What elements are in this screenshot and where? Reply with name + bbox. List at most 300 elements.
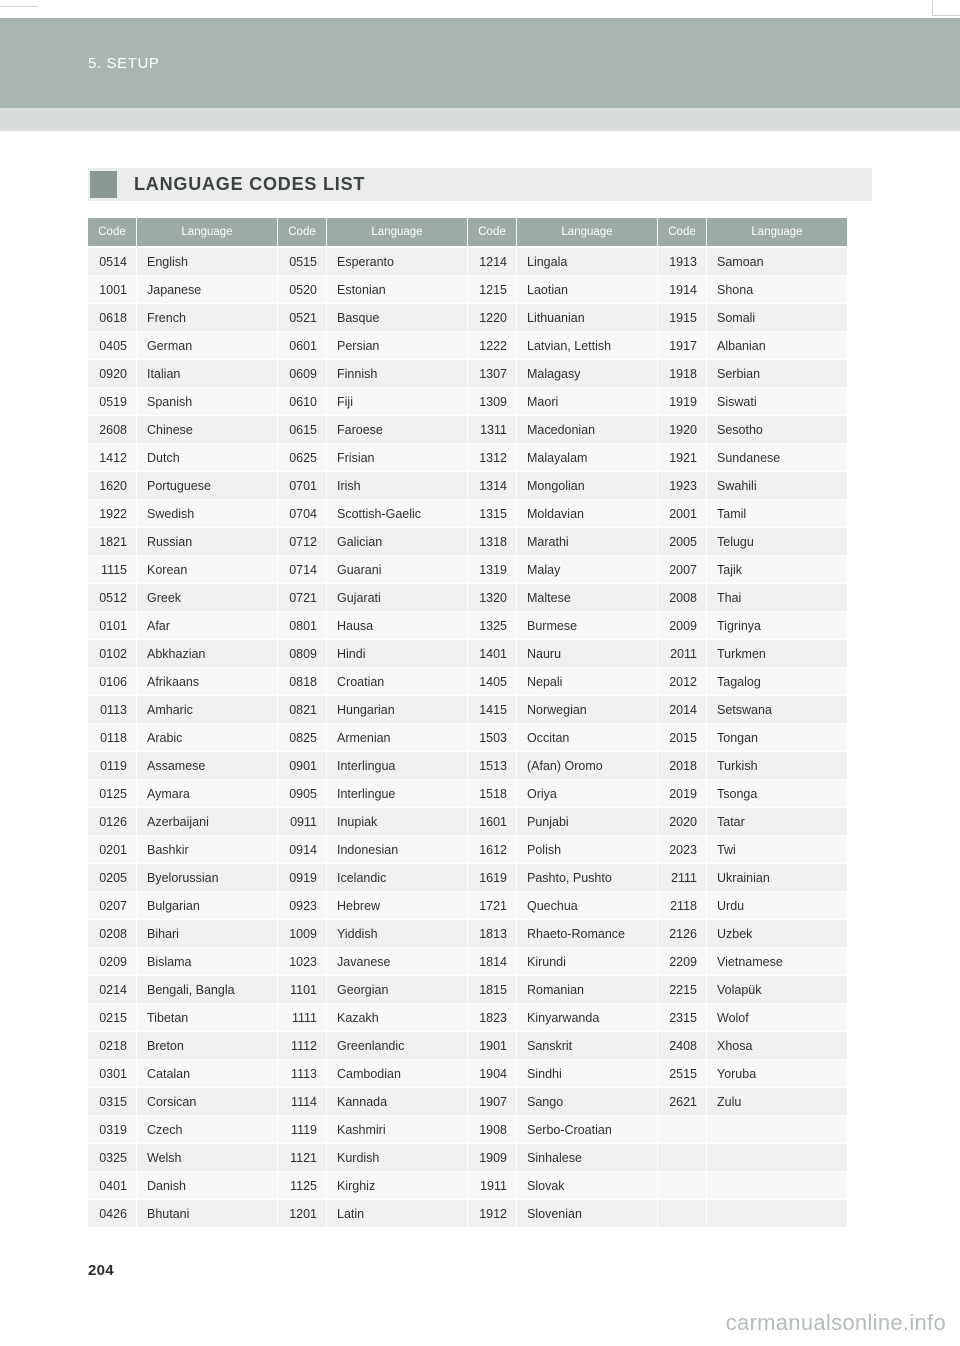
section-header: 5. SETUP (88, 55, 160, 72)
language-cell: Welsh (137, 1144, 278, 1172)
code-cell: 1325 (468, 612, 517, 640)
language-cell: Sango (517, 1088, 658, 1116)
code-cell (658, 1144, 707, 1172)
code-cell: 1920 (658, 416, 707, 444)
code-cell: 0214 (88, 976, 137, 1004)
code-cell: 1814 (468, 948, 517, 976)
language-cell: Kirghiz (327, 1172, 468, 1200)
language-cell: Maltese (517, 584, 658, 612)
language-cell: Georgian (327, 976, 468, 1004)
code-cell: 0701 (278, 472, 327, 500)
language-cell: Macedonian (517, 416, 658, 444)
code-cell: 2408 (658, 1032, 707, 1060)
header-cell: Language (137, 218, 278, 248)
language-cell: French (137, 304, 278, 332)
language-cell: Siswati (707, 388, 847, 416)
table-row (88, 276, 847, 304)
language-cell: Frisian (327, 444, 468, 472)
language-cell: Chinese (137, 416, 278, 444)
watermark: carmanualsonline.info (725, 1310, 946, 1335)
language-cell: Swedish (137, 500, 278, 528)
code-cell: 1307 (468, 360, 517, 388)
code-cell: 2118 (658, 892, 707, 920)
language-cell: Icelandic (327, 864, 468, 892)
language-cell: Setswana (707, 696, 847, 724)
table-row (88, 416, 847, 444)
language-cell: Urdu (707, 892, 847, 920)
language-cell: Malagasy (517, 360, 658, 388)
language-cell: Afrikaans (137, 668, 278, 696)
code-cell: 2621 (658, 1088, 707, 1116)
code-cell: 0821 (278, 696, 327, 724)
code-cell: 1923 (658, 472, 707, 500)
code-cell: 0426 (88, 1200, 137, 1228)
language-cell: Slovenian (517, 1200, 658, 1228)
table-row (88, 528, 847, 556)
language-cell (707, 1172, 847, 1200)
header-cell: Code (468, 218, 517, 248)
code-cell: 1320 (468, 584, 517, 612)
table-header-row (88, 218, 847, 248)
code-cell: 0911 (278, 808, 327, 836)
code-cell: 0209 (88, 948, 137, 976)
language-cell: Tamil (707, 500, 847, 528)
language-cell: Tagalog (707, 668, 847, 696)
code-cell: 1009 (278, 920, 327, 948)
code-cell: 0704 (278, 500, 327, 528)
language-cell: Thai (707, 584, 847, 612)
table-row (88, 612, 847, 640)
table-row (88, 948, 847, 976)
code-cell: 2020 (658, 808, 707, 836)
code-cell: 1913 (658, 248, 707, 276)
code-cell: 1901 (468, 1032, 517, 1060)
code-cell: 0207 (88, 892, 137, 920)
code-cell: 2008 (658, 584, 707, 612)
code-cell: 0901 (278, 752, 327, 780)
code-cell: 0205 (88, 864, 137, 892)
language-cell: Kashmiri (327, 1116, 468, 1144)
code-cell: 0512 (88, 584, 137, 612)
code-cell: 1111 (278, 1004, 327, 1032)
language-cell: Interlingue (327, 780, 468, 808)
language-cell: Bulgarian (137, 892, 278, 920)
code-cell: 1513 (468, 752, 517, 780)
language-cell: Croatian (327, 668, 468, 696)
code-cell: 1815 (468, 976, 517, 1004)
code-cell: 1222 (468, 332, 517, 360)
code-cell: 1113 (278, 1060, 327, 1088)
code-cell: 1318 (468, 528, 517, 556)
language-cell: Malay (517, 556, 658, 584)
language-cell: Inupiak (327, 808, 468, 836)
language-cell: Maori (517, 388, 658, 416)
language-cell: Persian (327, 332, 468, 360)
language-cell: Byelorussian (137, 864, 278, 892)
language-cell: Catalan (137, 1060, 278, 1088)
code-cell: 0515 (278, 248, 327, 276)
code-cell: 0401 (88, 1172, 137, 1200)
code-cell: 1914 (658, 276, 707, 304)
language-cell: Punjabi (517, 808, 658, 836)
language-cell: Portuguese (137, 472, 278, 500)
title-bar (88, 168, 872, 201)
code-cell: 0825 (278, 724, 327, 752)
table-header (88, 218, 847, 248)
language-cell: Azerbaijani (137, 808, 278, 836)
language-cell: Sinhalese (517, 1144, 658, 1172)
scan-edge-mark-left (0, 6, 38, 7)
language-cell: Bihari (137, 920, 278, 948)
code-cell: 0521 (278, 304, 327, 332)
language-cell: Tsonga (707, 780, 847, 808)
language-cell: Tigrinya (707, 612, 847, 640)
code-cell: 1721 (468, 892, 517, 920)
language-cell: Estonian (327, 276, 468, 304)
code-cell: 0102 (88, 640, 137, 668)
language-cell: Irish (327, 472, 468, 500)
code-cell: 0520 (278, 276, 327, 304)
language-cell: Italian (137, 360, 278, 388)
language-cell: Moldavian (517, 500, 658, 528)
language-cell: Breton (137, 1032, 278, 1060)
code-cell: 1907 (468, 1088, 517, 1116)
header-cell: Code (278, 218, 327, 248)
language-cell: Lingala (517, 248, 658, 276)
code-cell: 0301 (88, 1060, 137, 1088)
code-cell: 2014 (658, 696, 707, 724)
code-cell: 1601 (468, 808, 517, 836)
language-cell: Basque (327, 304, 468, 332)
code-cell: 1023 (278, 948, 327, 976)
language-cell: Burmese (517, 612, 658, 640)
code-cell: 1405 (468, 668, 517, 696)
table-row (88, 1116, 847, 1144)
scan-edge-mark-right (932, 0, 960, 16)
code-cell: 0905 (278, 780, 327, 808)
code-cell: 1415 (468, 696, 517, 724)
code-cell: 2315 (658, 1004, 707, 1032)
code-cell: 2018 (658, 752, 707, 780)
table-row (88, 1172, 847, 1200)
table-row (88, 640, 847, 668)
page-title: LANGUAGE CODES LIST (134, 174, 366, 194)
language-cell: Esperanto (327, 248, 468, 276)
code-cell: 0801 (278, 612, 327, 640)
code-cell: 1119 (278, 1116, 327, 1144)
code-cell: 1908 (468, 1116, 517, 1144)
code-cell: 2111 (658, 864, 707, 892)
language-cell: Tajik (707, 556, 847, 584)
table-row (88, 1144, 847, 1172)
code-cell: 1309 (468, 388, 517, 416)
code-cell (658, 1172, 707, 1200)
section-header-subband (0, 108, 960, 131)
language-cell: Bislama (137, 948, 278, 976)
code-cell: 1620 (88, 472, 137, 500)
language-cell: Bengali, Bangla (137, 976, 278, 1004)
language-cell: Cambodian (327, 1060, 468, 1088)
language-table-body (88, 248, 847, 1228)
table-row (88, 444, 847, 472)
title-bullet-square (90, 171, 117, 198)
language-cell: Sanskrit (517, 1032, 658, 1060)
code-cell: 2019 (658, 780, 707, 808)
language-cell: Somali (707, 304, 847, 332)
code-cell: 0519 (88, 388, 137, 416)
language-cell: Armenian (327, 724, 468, 752)
code-cell: 0919 (278, 864, 327, 892)
table-row (88, 752, 847, 780)
language-cell (707, 1144, 847, 1172)
code-cell: 2015 (658, 724, 707, 752)
language-cell: Tatar (707, 808, 847, 836)
page-number: 204 (88, 1262, 114, 1279)
code-cell: 1001 (88, 276, 137, 304)
table-row (88, 696, 847, 724)
code-cell: 1619 (468, 864, 517, 892)
table-row (88, 668, 847, 696)
table-row (88, 388, 847, 416)
language-cell: Quechua (517, 892, 658, 920)
code-cell: 0119 (88, 752, 137, 780)
code-cell: 2215 (658, 976, 707, 1004)
language-cell: Marathi (517, 528, 658, 556)
header-cell: Code (658, 218, 707, 248)
code-cell: 2007 (658, 556, 707, 584)
code-cell: 1518 (468, 780, 517, 808)
language-cell: Telugu (707, 528, 847, 556)
language-cell: Danish (137, 1172, 278, 1200)
code-cell: 1215 (468, 276, 517, 304)
language-cell: Hebrew (327, 892, 468, 920)
table-row (88, 724, 847, 752)
table-row (88, 976, 847, 1004)
language-cell: Indonesian (327, 836, 468, 864)
code-cell: 1315 (468, 500, 517, 528)
language-cell: Greek (137, 584, 278, 612)
language-cell: Corsican (137, 1088, 278, 1116)
code-cell: 2126 (658, 920, 707, 948)
language-cell (707, 1116, 847, 1144)
language-cell: Lithuanian (517, 304, 658, 332)
code-cell: 0712 (278, 528, 327, 556)
code-cell: 2005 (658, 528, 707, 556)
code-cell: 0618 (88, 304, 137, 332)
language-cell: Rhaeto-Romance (517, 920, 658, 948)
language-cell: Nauru (517, 640, 658, 668)
language-cell: Twi (707, 836, 847, 864)
language-cell: Korean (137, 556, 278, 584)
language-cell: Ukrainian (707, 864, 847, 892)
code-cell: 1412 (88, 444, 137, 472)
code-cell: 1220 (468, 304, 517, 332)
table-row (88, 1200, 847, 1228)
language-cell: (Afan) Oromo (517, 752, 658, 780)
language-cell: Kirundi (517, 948, 658, 976)
language-cell: Norwegian (517, 696, 658, 724)
language-cell: Interlingua (327, 752, 468, 780)
language-cell: Zulu (707, 1088, 847, 1116)
table-row (88, 1088, 847, 1116)
table-row (88, 808, 847, 836)
language-cell: Assamese (137, 752, 278, 780)
language-cell: Sundanese (707, 444, 847, 472)
code-cell: 0208 (88, 920, 137, 948)
code-cell: 0101 (88, 612, 137, 640)
code-cell: 1909 (468, 1144, 517, 1172)
table-row (88, 836, 847, 864)
language-cell: Latin (327, 1200, 468, 1228)
code-cell: 2012 (658, 668, 707, 696)
language-cell: Mongolian (517, 472, 658, 500)
language-cell: Occitan (517, 724, 658, 752)
code-cell: 1312 (468, 444, 517, 472)
code-cell: 0615 (278, 416, 327, 444)
code-cell: 2023 (658, 836, 707, 864)
language-cell: Bashkir (137, 836, 278, 864)
code-cell: 0405 (88, 332, 137, 360)
table-row (88, 472, 847, 500)
language-cell: Amharic (137, 696, 278, 724)
language-cell: Kinyarwanda (517, 1004, 658, 1032)
language-cell: Hindi (327, 640, 468, 668)
language-cell: Slovak (517, 1172, 658, 1200)
code-cell (658, 1116, 707, 1144)
language-codes-table (88, 218, 847, 1228)
code-cell: 1918 (658, 360, 707, 388)
code-cell: 1112 (278, 1032, 327, 1060)
code-cell: 1311 (468, 416, 517, 444)
language-cell: Serbo-Croatian (517, 1116, 658, 1144)
language-cell: Polish (517, 836, 658, 864)
language-cell: Serbian (707, 360, 847, 388)
code-cell: 1503 (468, 724, 517, 752)
header-cell: Code (88, 218, 137, 248)
language-cell: Arabic (137, 724, 278, 752)
language-cell: Yiddish (327, 920, 468, 948)
language-cell: Japanese (137, 276, 278, 304)
language-cell: Aymara (137, 780, 278, 808)
code-cell: 1314 (468, 472, 517, 500)
language-cell: Javanese (327, 948, 468, 976)
language-cell: Scottish-Gaelic (327, 500, 468, 528)
code-cell: 1922 (88, 500, 137, 528)
table-row (88, 584, 847, 612)
code-cell: 1919 (658, 388, 707, 416)
language-cell: Abkhazian (137, 640, 278, 668)
language-cell: Bhutani (137, 1200, 278, 1228)
code-cell: 1114 (278, 1088, 327, 1116)
code-cell: 1612 (468, 836, 517, 864)
language-cell: Turkish (707, 752, 847, 780)
code-cell: 0315 (88, 1088, 137, 1116)
language-cell: Malayalam (517, 444, 658, 472)
code-cell: 1823 (468, 1004, 517, 1032)
language-cell: Volapük (707, 976, 847, 1004)
code-cell: 2009 (658, 612, 707, 640)
code-cell: 1201 (278, 1200, 327, 1228)
code-cell: 0215 (88, 1004, 137, 1032)
code-cell: 1921 (658, 444, 707, 472)
language-cell: Finnish (327, 360, 468, 388)
table-row (88, 1004, 847, 1032)
code-cell: 0923 (278, 892, 327, 920)
code-cell: 0325 (88, 1144, 137, 1172)
code-cell: 0920 (88, 360, 137, 388)
language-cell: Turkmen (707, 640, 847, 668)
code-cell: 2515 (658, 1060, 707, 1088)
language-cell: Uzbek (707, 920, 847, 948)
language-cell: Albanian (707, 332, 847, 360)
language-cell: Gujarati (327, 584, 468, 612)
code-cell: 1911 (468, 1172, 517, 1200)
language-cell: Romanian (517, 976, 658, 1004)
language-cell: Tongan (707, 724, 847, 752)
language-cell: Guarani (327, 556, 468, 584)
code-cell: 0126 (88, 808, 137, 836)
language-cell: Wolof (707, 1004, 847, 1032)
code-cell: 2011 (658, 640, 707, 668)
language-cell: Xhosa (707, 1032, 847, 1060)
code-cell: 1813 (468, 920, 517, 948)
language-cell: Hungarian (327, 696, 468, 724)
code-cell: 1125 (278, 1172, 327, 1200)
language-cell: Kannada (327, 1088, 468, 1116)
code-cell: 0625 (278, 444, 327, 472)
table-row (88, 1060, 847, 1088)
language-cell: Sesotho (707, 416, 847, 444)
code-cell: 1121 (278, 1144, 327, 1172)
language-cell: Shona (707, 276, 847, 304)
language-cell: Swahili (707, 472, 847, 500)
table-row (88, 892, 847, 920)
language-cell: Samoan (707, 248, 847, 276)
language-cell: Kurdish (327, 1144, 468, 1172)
code-cell: 2209 (658, 948, 707, 976)
language-cell: Laotian (517, 276, 658, 304)
code-cell: 2608 (88, 416, 137, 444)
code-cell: 1904 (468, 1060, 517, 1088)
header-cell: Language (517, 218, 658, 248)
language-cell: Latvian, Lettish (517, 332, 658, 360)
table-row (88, 556, 847, 584)
code-cell: 0610 (278, 388, 327, 416)
code-cell: 0601 (278, 332, 327, 360)
code-cell: 2001 (658, 500, 707, 528)
language-cell: Sindhi (517, 1060, 658, 1088)
table-row (88, 500, 847, 528)
code-cell: 0914 (278, 836, 327, 864)
code-cell: 1912 (468, 1200, 517, 1228)
code-cell: 0514 (88, 248, 137, 276)
code-cell: 1917 (658, 332, 707, 360)
code-cell: 0201 (88, 836, 137, 864)
code-cell: 1319 (468, 556, 517, 584)
code-cell: 1401 (468, 640, 517, 668)
language-cell: Dutch (137, 444, 278, 472)
language-cell: Nepali (517, 668, 658, 696)
language-cell: Spanish (137, 388, 278, 416)
language-cell: Russian (137, 528, 278, 556)
language-cell: Afar (137, 612, 278, 640)
language-cell: Yoruba (707, 1060, 847, 1088)
table-row (88, 304, 847, 332)
language-cell: Pashto, Pushto (517, 864, 658, 892)
code-cell: 1915 (658, 304, 707, 332)
language-cell: Faroese (327, 416, 468, 444)
code-cell: 0125 (88, 780, 137, 808)
